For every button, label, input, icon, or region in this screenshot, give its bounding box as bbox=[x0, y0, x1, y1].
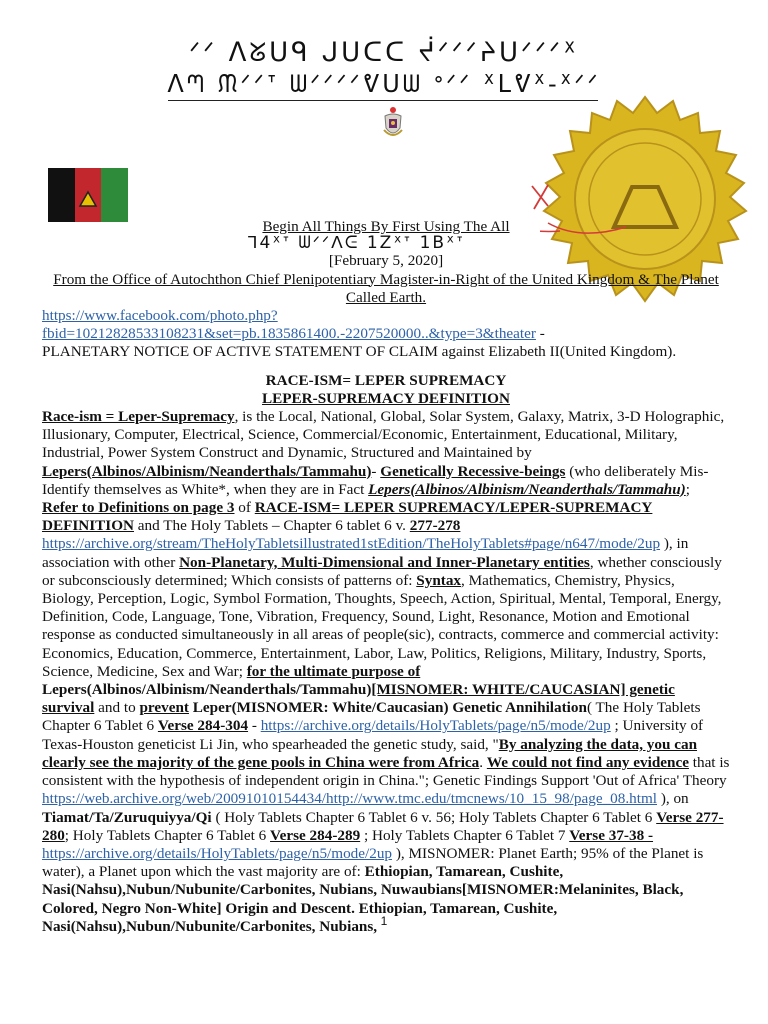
origins-list: Ethiopian, Tamarean, Cushite, Nasi(Nahsu),Nubun/Nubunite/Carbonites, Nubians, Nuwaubians[MISNOMER:Melaninites, Black, Colored, Negro Non-White] Origin and Descent. bbox=[42, 863, 684, 917]
refer-definitions: Refer to Definitions on page 3 bbox=[42, 499, 235, 517]
quote-gene-pools: By analyzing the data, you can clearly see the majority of the gene pools in China were from Africa bbox=[42, 735, 698, 771]
verse-277-278: 277-278 bbox=[409, 517, 461, 535]
office-line: From the Office of Autochthon Chief Plenipotentiary Magister-in-Right of the United Kingdom & The Planet Called Earth. bbox=[53, 270, 719, 306]
term-lepers: Lepers(Albinos/Albinism/Neanderthals/Tammahu) bbox=[42, 462, 372, 480]
origins-list-2: Ethiopian, Tamarean, Cushite, Nasi(Nahsu),Nubun/Nubunite/Carbonites, Nubians, bbox=[42, 899, 558, 935]
heading-definition: LEPER-SUPREMACY DEFINITION bbox=[262, 389, 510, 407]
term-non-planetary: Non-Planetary, Multi-Dimensional and Inner-Planetary entities bbox=[179, 553, 590, 571]
header-rule bbox=[168, 100, 598, 101]
tmc-archive-link[interactable]: https://web.archive.org/web/20091010154434/http://www.tmc.edu/tmcnews/10_15_98/page_08.html bbox=[42, 790, 658, 808]
term-prevent: prevent bbox=[139, 699, 189, 717]
ultimate-purpose: for the ultimate purpose of bbox=[246, 662, 421, 680]
page-number: 1 bbox=[380, 914, 388, 928]
archive-link-2[interactable]: https://archive.org/details/HolyTablets/page/n5/mode/2up bbox=[260, 717, 611, 735]
facebook-link[interactable]: https://www.facebook.com/photo.php?fbid=10212828533108231&set=pb.1835861400.-2207520000..&type=3&theater bbox=[42, 307, 536, 343]
document-body bbox=[42, 218, 730, 936]
verse-277-280: Verse 277-280 bbox=[42, 808, 724, 844]
red-x-mark-icon bbox=[528, 182, 554, 212]
greeting: Begin All Things By First Using The All bbox=[262, 218, 510, 235]
header-script-line-2: ᐱᘉ ᙏᐟᐟᐪ ᗯᐟᐟᐟᐟᕓᑌᗯ ᐤᐟᐟ ᕽᒪᕓᕽ-ᕽᐟᐟ bbox=[167, 70, 601, 98]
header-script-line-1: ᐟᐟ ᐱᘜᑌᑫ ᒍᑌᑕᑕ ᔫᐟᐟᐟᔨᑌᐟᐟᐟᕽ bbox=[189, 38, 579, 68]
heading-race-ism: RACE-ISM= LEPER SUPREMACY bbox=[265, 371, 507, 389]
archive-link-3[interactable]: https://archive.org/details/HolyTablets/page/n5/mode/2up bbox=[42, 844, 393, 862]
term-lepers-bold: Lepers(Albinos/Albinism/Neanderthals/Tammahu) bbox=[42, 681, 372, 699]
verse-284-304: Verse 284-304 bbox=[157, 717, 249, 735]
archive-link-1[interactable]: https://archive.org/stream/TheHolyTabletsillustrated1stEdition/TheHolyTablets#page/n647/mode/2up bbox=[42, 535, 661, 553]
term-recessive: Genetically Recessive-beings bbox=[380, 462, 566, 480]
planetary-notice: PLANETARY NOTICE OF ACTIVE STATEMENT OF CLAIM against Elizabeth II(United Kingdom). bbox=[42, 343, 677, 361]
term-syntax: Syntax bbox=[416, 571, 462, 589]
facebook-link-line: https://www.facebook.com/photo.php?fbid=10212828533108231&set=pb.1835861400.-2207520000..&type=3&theater - bbox=[42, 307, 545, 343]
date: [February 5, 2020] bbox=[328, 252, 444, 270]
quote-no-evidence: We could not find any evidence bbox=[486, 753, 689, 771]
definition-paragraph: Race-ism = Leper-Supremacy, is the Local, National, Global, Solar System, Galaxy, Matrix, 3-D Holographic, Illusionary, Computer, Electrical, Science, Commercial/Economic, Entertainment, Educational, Military, Industrial, Power System Construct and Dynamic, Structured and Maintained by Lepers(Albinos/Albinism/Neanderthals/Tammahu)- Genetically Recessive-beings (who deliberately Mis-Identify themselves as White*, when they are in Fact Lepers(Albinos/Albinism/Neanderthals/Tammahu); Refer to Definitions on page 3 of RACE-ISM= LEPER SUPREMACY/LEPER-SUPREMACY DEFINITION and The Holy Tablets – Chapter 6 tablet 6 v. 277-278 https://archive.org/stream/TheHolyTabletsillustrated1stEdition/TheHolyTablets#page/n647/mode/2up ), in association with other Non-Planetary, Multi-Dimensional and Inner-Planetary entities, whether consciously or subconsciously determined; Which consists of patterns of: Syntax, Mathematics, Chemistry, Physics, Biology, Perception, Logic, Symbol Formation, Thoughts, Speech, Action, Spiritual, Mental, Temporal, Energy, Definition, Code, Language, Tone, Vibration, Frequency, Sound, Light, Resonance, Motion and Emotional response as conducted simultaneously in all areas of people(sic), contracts, commerce and commercial activity: Economics, Education, Commerce, Entertainment, Labor, Law, Politics, Religions, Military, Industry, Sports, Science, Medicine, Sex and War; for the ultimate purpose of Lepers(Albinos/Albinism/Neanderthals/Tammahu)[MISNOMER: WHITE/CAUCASIAN] genetic survival and to prevent Leper(MISNOMER: White/Caucasian) Genetic Annihilation( The Holy Tablets Chapter 6 Tablet 6 Verse 284-304 - https://archive.org/details/HolyTablets/page/n5/mode/2up ; University of Texas-Houston geneticist Li Jin, who spearheaded the genetic study, said, "By analyzing the data, you can clearly see the majority of the gene pools in China were from Africa. We could not find any evidence that is consistent with the hypothesis of independent origin in China."; Genetic Findings Support 'Out of Africa' Theory https://web.archive.org/web/20091010154434/http://www.tmc.edu/tmcnews/10_15_98/page_08.html ), on Tiamat/Ta/Zuruquiyya/Qi ( Holy Tablets Chapter 6 Tablet 6 v. 56; Holy Tablets Chapter 6 Tablet 6 Verse 277-280; Holy Tablets Chapter 6 Tablet 6 Verse 284-289 ; Holy Tablets Chapter 6 Tablet 7 Verse 37-38 - https://archive.org/details/HolyTablets/page/n5/mode/2up ), MISNOMER: Planet Earth; 95% of the Planet is water), a Planet upon which the vast majority are of: Ethiopian, Tamarean, Cushite, Nasi(Nahsu),Nubun/Nubunite/Carbonites, Nubians, Nuwaubians[MISNOMER:Melaninites, Black, Colored, Negro Non-White] Origin and Descent. Ethiopian, Tamarean, Cushite, Nasi(Nahsu),Nubun/Nubunite/Carbonites, Nubians, bbox=[42, 408, 730, 935]
term-race-ism: Race-ism = Leper-Supremacy bbox=[42, 408, 235, 426]
genetic-annihilation: Leper(MISNOMER: White/Caucasian) Genetic Annihilation bbox=[192, 699, 587, 717]
misnomer-survival: [MISNOMER: WHITE/CAUCASIAN] genetic survival bbox=[42, 681, 675, 717]
verse-37-38: Verse 37-38 - bbox=[569, 826, 654, 844]
emblem-icon bbox=[380, 106, 406, 142]
race-ism-definition-ref: RACE-ISM= LEPER SUPREMACY/LEPER-SUPREMACY DEFINITION bbox=[42, 499, 653, 535]
flag-icon bbox=[48, 168, 128, 222]
term-tiamat: Tiamat/Ta/Zuruquiyya/Qi bbox=[42, 808, 212, 826]
term-lepers-italic: Lepers(Albinos/Albinism/Neanderthals/Tammahu) bbox=[368, 480, 686, 498]
symbol-line: ᒣ4ᕽᐪ ᗯᐟᐟᐱᕮ 1Zᕽᐪ 1Bᕽᐪ bbox=[247, 233, 465, 254]
verse-284-289: Verse 284-289 bbox=[270, 826, 361, 844]
